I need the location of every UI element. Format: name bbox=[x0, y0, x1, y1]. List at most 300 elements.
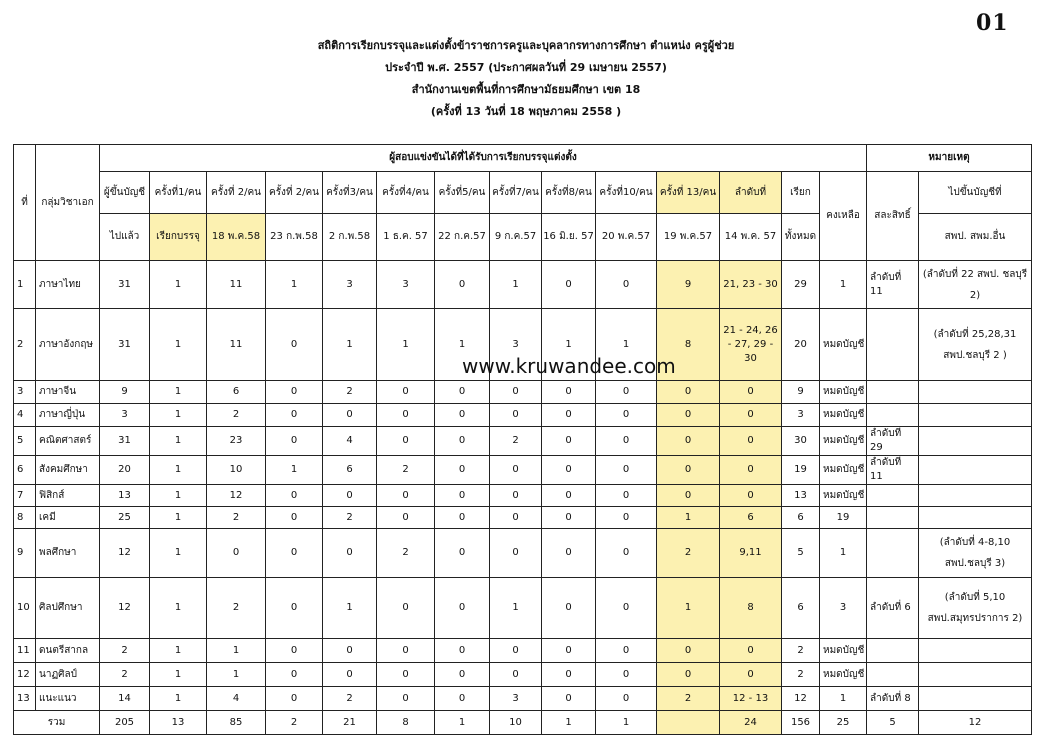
row-value-cell: 0 bbox=[596, 578, 657, 639]
col-header-bottom-2: 19 พ.ค.57 bbox=[657, 214, 720, 261]
row-value-cell: 0 bbox=[596, 507, 657, 529]
row-value-cell: 12 bbox=[100, 578, 150, 639]
row-value-cell: 12 bbox=[100, 529, 150, 578]
row-value-cell: 3 bbox=[323, 261, 377, 309]
row-value-cell: 0 bbox=[542, 663, 596, 687]
row-no-cell: 3 bbox=[14, 381, 36, 404]
row-subject-cell: พลศึกษา bbox=[36, 529, 100, 578]
col-header-top-4: ครั้งที่3/คน bbox=[323, 172, 377, 214]
table-body bbox=[14, 261, 1032, 735]
row-value-cell: 0 bbox=[323, 663, 377, 687]
row-value-cell: 1 bbox=[266, 261, 323, 309]
row-value-cell: 0 bbox=[596, 687, 657, 711]
col-header-bottom-8: 2 ก.พ.58 bbox=[323, 214, 377, 261]
row-subject-cell: ภาษาอังกฤษ bbox=[36, 309, 100, 381]
row-value-cell: 30 bbox=[782, 427, 820, 456]
row-no-cell: 13 bbox=[14, 687, 36, 711]
row-value-cell: 0 bbox=[542, 381, 596, 404]
row-value-cell: 2 bbox=[207, 404, 266, 427]
col-header-top-10: ครั้งที่ 13/คน bbox=[657, 172, 720, 214]
row-no-cell: 11 bbox=[14, 639, 36, 663]
row-value-cell: 0 bbox=[542, 404, 596, 427]
row-value-cell: 0 bbox=[435, 529, 490, 578]
row-waived-cell: ลำดับที่ 29 bbox=[867, 427, 919, 456]
row-value-cell: 0 bbox=[596, 485, 657, 507]
row-value-cell: 0 bbox=[435, 427, 490, 456]
row-value-cell: 13 bbox=[100, 485, 150, 507]
row-subject-cell: คณิตศาสตร์ bbox=[36, 427, 100, 456]
row-value-cell: 12 - 13 bbox=[720, 687, 782, 711]
col-header-top-11: ลำดับที่ bbox=[720, 172, 782, 214]
row-other-cell bbox=[919, 404, 1032, 427]
row-value-cell: 0 bbox=[377, 639, 435, 663]
row-value-cell: 0 bbox=[266, 427, 323, 456]
row-value-cell: 0 bbox=[323, 404, 377, 427]
total-value-cell: 1 bbox=[596, 711, 657, 735]
row-value-cell: 1 bbox=[150, 427, 207, 456]
col-other-header-top: ไปขึ้นบัญชีที่ bbox=[919, 172, 1032, 214]
row-remaining-cell: หมดบัญชี bbox=[820, 309, 867, 381]
row-value-cell: 3 bbox=[490, 309, 542, 381]
row-value-cell: 0 bbox=[542, 687, 596, 711]
row-value-cell: 0 bbox=[266, 687, 323, 711]
row-value-cell: 1 bbox=[323, 578, 377, 639]
row-subject-cell: ภาษาจีน bbox=[36, 381, 100, 404]
total-value-cell: 85 bbox=[207, 711, 266, 735]
row-waived-cell bbox=[867, 507, 919, 529]
remarks-header: หมายเหตุ bbox=[867, 145, 1032, 172]
row-value-cell: 5 bbox=[782, 529, 820, 578]
row-remaining-cell: 1 bbox=[820, 261, 867, 309]
table-row bbox=[14, 381, 1032, 404]
row-value-cell: 0 bbox=[720, 381, 782, 404]
row-value-cell: 0 bbox=[323, 485, 377, 507]
row-no-cell: 8 bbox=[14, 507, 36, 529]
row-value-cell: 2 bbox=[207, 578, 266, 639]
row-value-cell: 0 bbox=[596, 427, 657, 456]
row-value-cell: 9 bbox=[100, 381, 150, 404]
row-value-cell: 1 bbox=[150, 485, 207, 507]
row-subject-cell: ภาษาไทย bbox=[36, 261, 100, 309]
row-subject-cell: นาฏศิลป์ bbox=[36, 663, 100, 687]
col-header-top-0: ผู้ขึ้นบัญชี bbox=[100, 172, 150, 214]
col-subject-header: กลุ่มวิชาเอก bbox=[36, 145, 100, 261]
col-header-bottom-9: 23 ก.พ.58 bbox=[266, 214, 323, 261]
row-other-cell bbox=[919, 456, 1032, 485]
row-value-cell: 3 bbox=[490, 687, 542, 711]
doc-subtitle-round: (ครั้งที่ 13 วันที่ 18 พฤษภาคม 2558 ) bbox=[430, 105, 622, 118]
row-value-cell: 0 bbox=[720, 639, 782, 663]
row-value-cell: 13 bbox=[782, 485, 820, 507]
table-row bbox=[14, 639, 1032, 663]
row-value-cell: 0 bbox=[435, 639, 490, 663]
row-value-cell: 0 bbox=[266, 485, 323, 507]
row-value-cell: 2 bbox=[490, 427, 542, 456]
row-waived-cell bbox=[867, 529, 919, 578]
row-waived-cell bbox=[867, 381, 919, 404]
col-header-top-6: ครั้งที่5/คน bbox=[435, 172, 490, 214]
row-value-cell: 2 bbox=[782, 639, 820, 663]
row-waived-cell bbox=[867, 404, 919, 427]
row-value-cell: 0 bbox=[490, 485, 542, 507]
row-value-cell: 4 bbox=[323, 427, 377, 456]
row-value-cell: 19 bbox=[782, 456, 820, 485]
row-value-cell: 0 bbox=[720, 456, 782, 485]
row-waived-cell bbox=[867, 485, 919, 507]
row-subject-cell: ศิลปศึกษา bbox=[36, 578, 100, 639]
row-value-cell: 0 bbox=[542, 529, 596, 578]
row-value-cell: 9 bbox=[782, 381, 820, 404]
col-header-bottom-4: 16 มิ.ย. 57 bbox=[542, 214, 596, 261]
total-value-cell: 1 bbox=[435, 711, 490, 735]
row-value-cell: 20 bbox=[100, 456, 150, 485]
row-no-cell: 6 bbox=[14, 456, 36, 485]
row-value-cell: 9,11 bbox=[720, 529, 782, 578]
row-value-cell: 12 bbox=[782, 687, 820, 711]
row-value-cell: 0 bbox=[435, 663, 490, 687]
row-value-cell: 0 bbox=[377, 507, 435, 529]
row-value-cell: 0 bbox=[435, 381, 490, 404]
row-value-cell: 2 bbox=[323, 507, 377, 529]
row-value-cell: 0 bbox=[720, 485, 782, 507]
row-value-cell: 1 bbox=[596, 309, 657, 381]
row-waived-cell bbox=[867, 309, 919, 381]
row-no-cell: 5 bbox=[14, 427, 36, 456]
row-remaining-cell: หมดบัญชี bbox=[820, 381, 867, 404]
row-value-cell: 1 bbox=[490, 578, 542, 639]
row-value-cell: 0 bbox=[596, 639, 657, 663]
row-value-cell: 0 bbox=[323, 639, 377, 663]
row-value-cell: 1 bbox=[150, 404, 207, 427]
table-row bbox=[14, 456, 1032, 485]
row-value-cell: 0 bbox=[490, 381, 542, 404]
row-value-cell: 8 bbox=[657, 309, 720, 381]
row-value-cell: 0 bbox=[542, 427, 596, 456]
row-other-cell bbox=[919, 381, 1032, 404]
total-value-cell bbox=[657, 711, 720, 735]
row-value-cell: 0 bbox=[542, 456, 596, 485]
row-value-cell: 2 bbox=[100, 639, 150, 663]
row-value-cell: 0 bbox=[377, 381, 435, 404]
row-other-cell: (ลำดับที่ 4-8,10 สพป.ชลบุรี 3) bbox=[919, 529, 1032, 578]
row-value-cell: 29 bbox=[782, 261, 820, 309]
row-subject-cell: แนะแนว bbox=[36, 687, 100, 711]
col-header-top-2: ครั้งที่ 2/คน bbox=[207, 172, 266, 214]
row-value-cell: 0 bbox=[435, 404, 490, 427]
row-value-cell: 0 bbox=[720, 404, 782, 427]
row-value-cell: 0 bbox=[596, 404, 657, 427]
col-header-bottom-3: 20 พ.ค.57 bbox=[596, 214, 657, 261]
row-value-cell: 1 bbox=[207, 663, 266, 687]
watermark: www.kruwandee.com bbox=[462, 354, 676, 378]
row-other-cell bbox=[919, 687, 1032, 711]
col-header-top-9: ครั้งที่10/คน bbox=[596, 172, 657, 214]
total-other-cell: 12 bbox=[919, 711, 1032, 735]
row-value-cell: 31 bbox=[100, 309, 150, 381]
row-value-cell: 0 bbox=[657, 427, 720, 456]
row-value-cell: 21 - 24, 26 - 27, 29 - 30 bbox=[720, 309, 782, 381]
row-value-cell: 11 bbox=[207, 261, 266, 309]
row-value-cell: 0 bbox=[377, 485, 435, 507]
table-row bbox=[14, 427, 1032, 456]
row-value-cell: 23 bbox=[207, 427, 266, 456]
row-no-cell: 2 bbox=[14, 309, 36, 381]
row-value-cell: 1 bbox=[150, 261, 207, 309]
row-value-cell: 25 bbox=[100, 507, 150, 529]
row-other-cell bbox=[919, 639, 1032, 663]
total-value-cell: 156 bbox=[782, 711, 820, 735]
row-waived-cell: ลำดับที่ 6 bbox=[867, 578, 919, 639]
row-other-cell: (ลำดับที่ 25,28,31 สพป.ชลบุรี 2 ) bbox=[919, 309, 1032, 381]
row-value-cell: 0 bbox=[377, 663, 435, 687]
row-value-cell: 0 bbox=[490, 529, 542, 578]
col-header-bottom-6: 22 ก.ค.57 bbox=[435, 214, 490, 261]
doc-subtitle-year: ประจำปี พ.ศ. 2557 (ประกาศผลวันที่ 29 เมษายน 2557) bbox=[385, 61, 667, 74]
row-value-cell: 0 bbox=[490, 507, 542, 529]
row-value-cell: 0 bbox=[207, 529, 266, 578]
row-value-cell: 0 bbox=[266, 309, 323, 381]
row-value-cell: 1 bbox=[435, 309, 490, 381]
row-value-cell: 3 bbox=[782, 404, 820, 427]
table-row bbox=[14, 663, 1032, 687]
row-waived-cell: ลำดับที่ 11 bbox=[867, 261, 919, 309]
row-value-cell: 0 bbox=[657, 404, 720, 427]
row-value-cell: 0 bbox=[377, 578, 435, 639]
row-value-cell: 2 bbox=[207, 507, 266, 529]
row-other-cell: (ลำดับที่ 5,10 สพป.สมุทรปราการ 2) bbox=[919, 578, 1032, 639]
row-value-cell: 1 bbox=[150, 639, 207, 663]
table-row bbox=[14, 485, 1032, 507]
row-value-cell: 0 bbox=[596, 381, 657, 404]
row-value-cell: 1 bbox=[657, 578, 720, 639]
appointment-stats-table bbox=[13, 144, 1032, 735]
col-header-top-3: ครั้งที่ 2/คน bbox=[266, 172, 323, 214]
total-value-cell: 13 bbox=[150, 711, 207, 735]
page-number: 01 bbox=[976, 10, 1009, 36]
row-value-cell: 0 bbox=[657, 663, 720, 687]
row-waived-cell bbox=[867, 663, 919, 687]
row-value-cell: 0 bbox=[435, 456, 490, 485]
col-header-top-1: ครั้งที่1/คน bbox=[150, 172, 207, 214]
row-value-cell: 1 bbox=[150, 578, 207, 639]
col-header-bottom-1: 14 พ.ค. 57 bbox=[720, 214, 782, 261]
row-value-cell: 1 bbox=[266, 456, 323, 485]
row-remaining-cell: หมดบัญชี bbox=[820, 404, 867, 427]
row-remaining-cell: 1 bbox=[820, 529, 867, 578]
row-value-cell: 0 bbox=[657, 381, 720, 404]
col-header-bottom-0: ทั้งหมด bbox=[782, 214, 820, 261]
row-no-cell: 1 bbox=[14, 261, 36, 309]
row-no-cell: 10 bbox=[14, 578, 36, 639]
row-other-cell: (ลำดับที่ 22 สพป. ชลบุรี 2) bbox=[919, 261, 1032, 309]
row-value-cell: 1 bbox=[207, 639, 266, 663]
row-value-cell: 11 bbox=[207, 309, 266, 381]
row-value-cell: 2 bbox=[323, 381, 377, 404]
table-row bbox=[14, 687, 1032, 711]
row-waived-cell bbox=[867, 639, 919, 663]
row-value-cell: 1 bbox=[150, 529, 207, 578]
total-remaining-cell: 25 bbox=[820, 711, 867, 735]
row-value-cell: 0 bbox=[596, 456, 657, 485]
row-value-cell: 0 bbox=[542, 507, 596, 529]
row-remaining-cell: 1 bbox=[820, 687, 867, 711]
row-value-cell: 0 bbox=[435, 578, 490, 639]
row-value-cell: 6 bbox=[782, 578, 820, 639]
col-other-header-bottom: สพป. สพม.อื่น bbox=[919, 214, 1032, 261]
row-value-cell: 3 bbox=[100, 404, 150, 427]
row-value-cell: 31 bbox=[100, 427, 150, 456]
row-value-cell: 6 bbox=[207, 381, 266, 404]
row-value-cell: 0 bbox=[266, 639, 323, 663]
row-value-cell: 0 bbox=[266, 529, 323, 578]
table-row bbox=[14, 507, 1032, 529]
row-other-cell bbox=[919, 485, 1032, 507]
row-no-cell: 9 bbox=[14, 529, 36, 578]
total-row bbox=[14, 711, 1032, 735]
total-value-cell: 1 bbox=[542, 711, 596, 735]
col-no-header: ที่ bbox=[14, 145, 36, 261]
total-value-cell: 24 bbox=[720, 711, 782, 735]
row-remaining-cell: 3 bbox=[820, 578, 867, 639]
row-value-cell: 0 bbox=[490, 663, 542, 687]
col-header-bottom-10: 18 พ.ค.58 bbox=[207, 214, 266, 261]
row-value-cell: 2 bbox=[782, 663, 820, 687]
row-value-cell: 0 bbox=[490, 456, 542, 485]
row-value-cell: 14 bbox=[100, 687, 150, 711]
row-remaining-cell: หมดบัญชี bbox=[820, 427, 867, 456]
doc-title: สถิติการเรียกบรรจุและแต่งตั้งข้าราชการครูและบุคลากรทางการศึกษา ตำแหน่ง ครูผู้ช่วย bbox=[317, 39, 735, 52]
row-subject-cell: เคมี bbox=[36, 507, 100, 529]
col-header-top-12: เรียก bbox=[782, 172, 820, 214]
doc-subtitle-office: สำนักงานเขตพื้นที่การศึกษามัธยมศึกษา เขต 18 bbox=[411, 83, 641, 96]
row-remaining-cell: หมดบัญชี bbox=[820, 485, 867, 507]
row-remaining-cell: หมดบัญชี bbox=[820, 639, 867, 663]
row-no-cell: 4 bbox=[14, 404, 36, 427]
row-value-cell: 2 bbox=[657, 529, 720, 578]
col-header-bottom-7: 1 ธ.ค. 57 bbox=[377, 214, 435, 261]
row-value-cell: 31 bbox=[100, 261, 150, 309]
row-value-cell: 8 bbox=[720, 578, 782, 639]
row-value-cell: 0 bbox=[323, 529, 377, 578]
row-other-cell bbox=[919, 427, 1032, 456]
row-value-cell: 0 bbox=[266, 578, 323, 639]
row-value-cell: 1 bbox=[150, 507, 207, 529]
row-value-cell: 0 bbox=[435, 485, 490, 507]
total-value-cell: 8 bbox=[377, 711, 435, 735]
row-remaining-cell: หมดบัญชี bbox=[820, 456, 867, 485]
row-subject-cell: ฟิสิกส์ bbox=[36, 485, 100, 507]
row-value-cell: 0 bbox=[657, 485, 720, 507]
row-value-cell: 10 bbox=[207, 456, 266, 485]
row-value-cell: 0 bbox=[596, 663, 657, 687]
row-value-cell: 0 bbox=[435, 687, 490, 711]
row-value-cell: 1 bbox=[150, 663, 207, 687]
row-no-cell: 7 bbox=[14, 485, 36, 507]
row-subject-cell: สังคมศึกษา bbox=[36, 456, 100, 485]
row-value-cell: 0 bbox=[542, 578, 596, 639]
total-value-cell: 2 bbox=[266, 711, 323, 735]
col-header-bottom-11: เรียกบรรจุ bbox=[150, 214, 207, 261]
row-value-cell: 0 bbox=[542, 639, 596, 663]
row-value-cell: 12 bbox=[207, 485, 266, 507]
col-header-top-8: ครั้งที่8/คน bbox=[542, 172, 596, 214]
row-value-cell: 2 bbox=[377, 456, 435, 485]
row-other-cell bbox=[919, 507, 1032, 529]
row-remaining-cell: หมดบัญชี bbox=[820, 663, 867, 687]
row-value-cell: 0 bbox=[266, 404, 323, 427]
row-value-cell: 6 bbox=[720, 507, 782, 529]
row-value-cell: 1 bbox=[323, 309, 377, 381]
row-value-cell: 0 bbox=[377, 427, 435, 456]
row-value-cell: 0 bbox=[720, 427, 782, 456]
row-value-cell: 6 bbox=[782, 507, 820, 529]
row-value-cell: 6 bbox=[323, 456, 377, 485]
row-value-cell: 0 bbox=[377, 687, 435, 711]
row-value-cell: 2 bbox=[323, 687, 377, 711]
row-value-cell: 9 bbox=[657, 261, 720, 309]
row-subject-cell: ดนตรีสากล bbox=[36, 639, 100, 663]
row-value-cell: 1 bbox=[657, 507, 720, 529]
col-remaining-header: คงเหลือ bbox=[820, 172, 867, 261]
row-value-cell: 0 bbox=[596, 261, 657, 309]
table-row bbox=[14, 404, 1032, 427]
row-value-cell: 21, 23 - 30 bbox=[720, 261, 782, 309]
group-header: ผู้สอบแข่งขันได้ที่ได้รับการเรียกบรรจุแต่งตั้ง bbox=[100, 145, 867, 172]
row-value-cell: 0 bbox=[377, 404, 435, 427]
total-label-cell: รวม bbox=[14, 711, 100, 735]
col-header-bottom-12: ไปแล้ว bbox=[100, 214, 150, 261]
col-header-top-7: ครั้งที่7/คน bbox=[490, 172, 542, 214]
row-value-cell: 0 bbox=[657, 639, 720, 663]
row-value-cell: 1 bbox=[542, 309, 596, 381]
total-value-cell: 205 bbox=[100, 711, 150, 735]
total-waived-cell: 5 bbox=[867, 711, 919, 735]
row-value-cell: 1 bbox=[150, 687, 207, 711]
row-waived-cell: ลำดับที่ 8 bbox=[867, 687, 919, 711]
row-value-cell: 0 bbox=[657, 456, 720, 485]
row-subject-cell: ภาษาญี่ปุ่น bbox=[36, 404, 100, 427]
col-waived-header: สละสิทธิ์ bbox=[867, 172, 919, 261]
row-value-cell: 1 bbox=[377, 309, 435, 381]
table-row bbox=[14, 578, 1032, 639]
row-value-cell: 3 bbox=[377, 261, 435, 309]
row-value-cell: 20 bbox=[782, 309, 820, 381]
row-value-cell: 2 bbox=[100, 663, 150, 687]
row-value-cell: 1 bbox=[150, 381, 207, 404]
total-value-cell: 21 bbox=[323, 711, 377, 735]
row-value-cell: 0 bbox=[435, 507, 490, 529]
row-waived-cell: ลำดับที่ 11 bbox=[867, 456, 919, 485]
row-value-cell: 2 bbox=[377, 529, 435, 578]
row-value-cell: 0 bbox=[720, 663, 782, 687]
row-value-cell: 0 bbox=[542, 485, 596, 507]
col-header-top-5: ครั้งที่4/คน bbox=[377, 172, 435, 214]
row-value-cell: 0 bbox=[266, 381, 323, 404]
row-value-cell: 1 bbox=[150, 309, 207, 381]
row-value-cell: 0 bbox=[542, 261, 596, 309]
row-value-cell: 0 bbox=[490, 404, 542, 427]
row-value-cell: 4 bbox=[207, 687, 266, 711]
row-value-cell: 1 bbox=[150, 456, 207, 485]
row-value-cell: 1 bbox=[490, 261, 542, 309]
total-value-cell: 10 bbox=[490, 711, 542, 735]
row-value-cell: 0 bbox=[435, 261, 490, 309]
row-value-cell: 0 bbox=[266, 663, 323, 687]
row-value-cell: 0 bbox=[596, 529, 657, 578]
row-value-cell: 0 bbox=[266, 507, 323, 529]
table-row bbox=[14, 529, 1032, 578]
row-no-cell: 12 bbox=[14, 663, 36, 687]
